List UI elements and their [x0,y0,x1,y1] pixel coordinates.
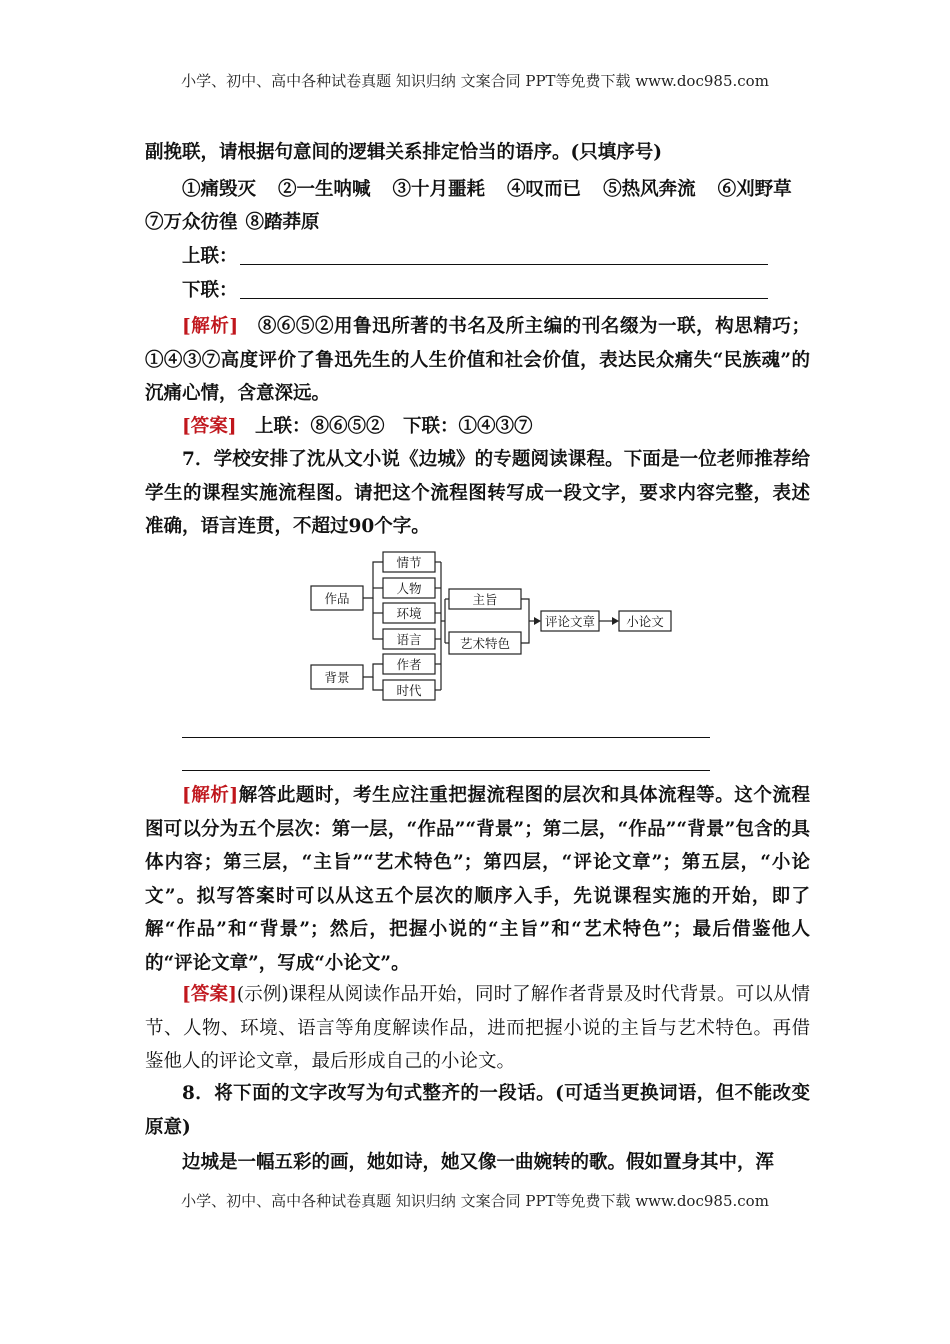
q6-option: ⑧踏莽原 [245,212,320,233]
flow-node-art: 艺术特色 [459,636,511,651]
q6-upper-label: 上联： [182,246,238,267]
q6-analysis [145,310,810,411]
flow-node-review: 评论文章 [544,614,596,629]
q6-intro: 副挽联，请根据句意间的逻辑关系排定恰当的语序。(只填序号) [145,142,663,163]
flow-node-language: 语言 [396,632,422,647]
q7-analysis [145,779,810,980]
q8-passage: 边城是一幅五彩的画，她如诗，她又像一曲婉转的歌。假如置身其中，浑 [182,1152,775,1173]
q6-answer [145,410,810,444]
q6-option: ⑦万众彷徨 [145,212,238,233]
q6-options-row1 [182,176,792,204]
q6-option: ⑥刈野草 [717,179,792,200]
q6-options-row2 [145,209,342,237]
q6-option: ①痛毁灭 [182,179,257,200]
q6-option: ⑤热风奔流 [603,179,696,200]
q8-stem: 8．将下面的文字改写为句式整齐的一段话。(可适当更换词语，但不能改变原意) [145,1083,810,1138]
q7-analysis-text: 解答此题时，考生应注重把握流程图的层次和具体流程等。这个流程图可以分为五个层次：第一层，“作品”“背景”；第二层，“作品”“背景”包含的具体内容；第三层，“主旨”“艺术特色”；第四层，“评论文章”；第五层，“小论文”。拟写答案时可以从这五个层次的顺序入手，先说课程实施的开始，即了解“作品”和“背景”；然后，把握小说的“主旨”和“艺术特色”；最后借鉴他人的“评论文章”，写成“小论文”。 [145,785,810,974]
flow-node-author: 作者 [396,657,422,672]
page-footer: 小学、初中、高中各种试卷真题 知识归纳 文案合同 PPT等免费下载 www.doc985.com [181,1192,769,1210]
upper-answer-line [240,264,768,265]
flow-node-background: 背景 [324,670,350,685]
flow-node-theme: 主旨 [472,592,498,607]
q6-lower-label: 下联： [182,280,238,301]
page-header: 小学、初中、高中各种试卷真题 知识归纳 文案合同 PPT等免费下载 www.doc985.com [181,72,769,90]
q7-answer [145,978,810,1079]
q6-option: ③十月噩耗 [392,179,486,200]
answer-tag: [答案] [182,416,237,437]
flow-node-environment: 环境 [396,606,422,621]
q7-stem: 7．学校安排了沈从文小说《边城》的专题阅读课程。下面是一位老师推荐给学生的课程实施流程图。请把这个流程图转写成一段文字，要求内容完整，表述准确，语言连贯，不超过90个字。 [145,449,810,537]
q7-answer-text: (示例)课程从阅读作品开始，同时了解作者背景及时代背景。可以从情节、人物、环境、语言等角度解读作品，进而把握小说的主旨与艺术特色。再借鉴他人的评论文章，最后形成自己的小论文。 [145,984,810,1072]
q6-answer-text: 上联：⑧⑥⑤② 下联：①④③⑦ [255,416,533,437]
answer-tag: [答案] [182,984,237,1005]
flow-node-plot: 情节 [396,555,422,570]
flow-node-essay: 小论文 [626,614,664,629]
q6-option: ②一生呐喊 [278,179,371,200]
flowchart [305,545,685,705]
flow-node-character: 人物 [396,581,422,596]
q6-analysis-text: ⑧⑥⑤②用鲁迅所著的书名及所主编的刊名缀为一联，构思精巧；①④③⑦高度评价了鲁迅先生的人生价值和社会价值，表达民众痛失“民族魂”的沉痛心情，含意深远。 [145,316,810,404]
q7-answer-line-1 [182,737,710,738]
flow-node-era: 时代 [396,683,422,698]
flow-node-works: 作品 [324,591,350,606]
analysis-tag: [解析] [182,316,239,337]
q6-option: ④叹而已 [507,179,582,200]
lower-answer-line [240,298,768,299]
q7-answer-line-2 [182,770,710,771]
analysis-tag: [解析] [182,785,239,806]
